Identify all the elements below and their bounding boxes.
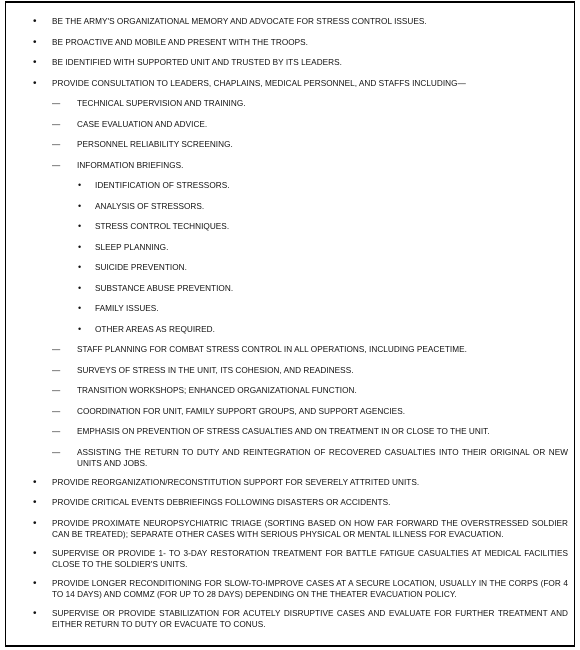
sub-list-item: [0, 385, 568, 396]
list-item: [0, 16, 568, 27]
list-item-text: PROVIDE PROXIMATE NEUROPSYCHIATRIC TRIAGE (SORTING BASED ON HOW FAR FORWARD THE OVERSTRESSED SOLDIER CAN BE TREATED); SEPARATE OTHER CASES WITH SERIOUS PHYSICAL OR MENTAL ILLNESS FOR EVACUATION.: [52, 518, 568, 539]
bullet-icon: •: [33, 36, 37, 48]
sub-list-item: [0, 98, 568, 109]
sub-list-item: [0, 344, 568, 355]
top-rule: [5, 1, 575, 3]
list-item: [0, 608, 568, 630]
dash-icon: —: [52, 406, 61, 416]
list-item-text: PROVIDE LONGER RECONDITIONING FOR SLOW-TO-IMPROVE CASES AT A SECURE LOCATION, USUALLY IN THE CORPS (FOR 4 TO 14 DAYS) AND COMMZ (FOR UP TO 28 DAYS) DEPENDING ON THE THEATER EVACUATION POLICY.: [52, 578, 568, 599]
dash-icon: —: [52, 345, 61, 354]
dot-icon: •: [78, 221, 82, 231]
mission-list: [0, 16, 568, 630]
dot-icon: •: [78, 200, 82, 211]
list-item: [0, 578, 568, 600]
list-item: [0, 518, 568, 540]
list-item-text: BE PROACTIVE AND MOBILE AND PRESENT WITH THE TROOPS.: [52, 37, 309, 47]
sub-list-item: [0, 119, 568, 130]
list-item-text: BE IDENTIFIED WITH SUPPORTED UNIT AND TRUSTED BY ITS LEADERS.: [52, 58, 342, 67]
bullet-icon: •: [33, 517, 37, 529]
sub-sub-list-item-text: SUICIDE PREVENTION.: [95, 263, 187, 272]
sub-sub-list-item: [0, 303, 568, 314]
sub-list-item-text: COORDINATION FOR UNIT, FAMILY SUPPORT GROUPS, AND SUPPORT AGENCIES.: [77, 406, 406, 416]
bullet-icon: •: [33, 77, 37, 89]
dash-icon: —: [52, 119, 61, 129]
sub-list-item-text: STAFF PLANNING FOR COMBAT STRESS CONTROL IN ALL OPERATIONS, INCLUDING PEACETIME.: [77, 345, 467, 354]
dash-icon: —: [52, 427, 61, 436]
sub-sub-list-item: [0, 324, 568, 335]
sub-list-item-text: TECHNICAL SUPERVISION AND TRAINING.: [77, 99, 246, 108]
sub-sub-list-item: [0, 221, 568, 232]
sub-sub-list-item-text: FAMILY ISSUES.: [95, 304, 159, 313]
sub-sub-list-item-text: ANALYSIS OF STRESSORS.: [95, 201, 205, 211]
sub-sub-list-item-text: STRESS CONTROL TECHNIQUES.: [95, 222, 230, 231]
dash-icon: —: [52, 160, 61, 170]
right-border: [574, 1, 575, 647]
bullet-icon: •: [33, 57, 37, 68]
sub-list-item: [0, 447, 568, 469]
dash-icon: —: [52, 365, 61, 375]
list-item: [0, 497, 568, 508]
bullet-icon: •: [33, 16, 37, 27]
list-item-text: PROVIDE CRITICAL EVENTS DEBRIEFINGS FOLLOWING DISASTERS OR ACCIDENTS.: [52, 498, 391, 507]
sub-list-item-text: ASSISTING THE RETURN TO DUTY AND REINTEGRATION OF RECOVERED CASUALTIES INTO THEIR ORIGINAL OR NEW UNITS AND JOBS.: [77, 447, 568, 468]
dot-icon: •: [78, 303, 82, 313]
list-item: [0, 57, 568, 68]
sub-sub-list-item: [0, 201, 568, 212]
bullet-icon: •: [33, 476, 37, 488]
dot-icon: •: [78, 323, 82, 334]
dot-icon: •: [78, 241, 82, 252]
dot-icon: •: [78, 282, 82, 293]
dash-icon: —: [52, 140, 61, 149]
sub-sub-list-item-text: IDENTIFICATION OF STRESSORS.: [95, 181, 230, 190]
sub-list-item-text: PERSONNEL RELIABILITY SCREENING.: [77, 140, 233, 149]
sub-list-item-text: INFORMATION BRIEFINGS.: [77, 160, 184, 170]
list-item-text: SUPERVISE OR PROVIDE 1- TO 3-DAY RESTORATION TREATMENT FOR BATTLE FATIGUE CASUALTIES AT MEDICAL FACILITIES CLOSE TO THE SOLDIER'S UNITS.: [52, 548, 568, 569]
sub-sub-list-item-text: SUBSTANCE ABUSE PREVENTION.: [95, 283, 234, 293]
sub-sub-list-item-text: SLEEP PLANNING.: [95, 242, 169, 252]
sub-sub-list-item-text: OTHER AREAS AS REQUIRED.: [95, 324, 215, 334]
list-item: [0, 78, 568, 89]
dash-icon: —: [52, 447, 61, 457]
list-item-text: BE THE ARMY'S ORGANIZATIONAL MEMORY AND ADVOCATE FOR STRESS CONTROL ISSUES.: [52, 17, 427, 26]
sub-sub-list-item: [0, 283, 568, 294]
sub-sub-list-item: [0, 242, 568, 253]
sub-list-item-text: TRANSITION WORKSHOPS; ENHANCED ORGANIZATIONAL FUNCTION.: [77, 386, 357, 395]
list-item: [0, 37, 568, 48]
bullet-icon: •: [33, 607, 37, 619]
list-item-text: PROVIDE REORGANIZATION/RECONSTITUTION SUPPORT FOR SEVERELY ATTRITED UNITS.: [52, 477, 420, 487]
bottom-rule: [5, 645, 575, 647]
list-item: [0, 548, 568, 570]
bullet-icon: •: [33, 497, 37, 508]
dash-icon: —: [52, 386, 61, 395]
sub-list-item: [0, 160, 568, 171]
dot-icon: •: [78, 262, 82, 272]
dot-icon: •: [78, 180, 82, 190]
sub-list-item: [0, 139, 568, 150]
sub-list-item: [0, 365, 568, 376]
list-item-text: PROVIDE CONSULTATION TO LEADERS, CHAPLAINS, MEDICAL PERSONNEL, AND STAFFS INCLUDING—: [52, 78, 466, 88]
sub-list-item-text: SURVEYS OF STRESS IN THE UNIT, ITS COHESION, AND READINESS.: [77, 365, 354, 375]
bullet-icon: •: [33, 547, 37, 559]
dash-icon: —: [52, 99, 61, 108]
sub-list-item: [0, 426, 568, 437]
bullet-icon: •: [33, 577, 37, 589]
sub-list-item-text: EMPHASIS ON PREVENTION OF STRESS CASUALTIES AND ON TREATMENT IN OR CLOSE TO THE UNIT.: [77, 427, 490, 436]
list-item: [0, 477, 568, 488]
list-item-text: SUPERVISE OR PROVIDE STABILIZATION FOR ACUTELY DISRUPTIVE CASES AND EVALUATE FOR FURTHER TREATMENT AND EITHER RETURN TO DUTY OR EVACUATE TO CONUS.: [52, 608, 568, 629]
sub-list-item-text: CASE EVALUATION AND ADVICE.: [77, 119, 208, 129]
sub-list-item: [0, 406, 568, 417]
sub-sub-list-item: [0, 180, 568, 191]
sub-sub-list-item: [0, 262, 568, 273]
